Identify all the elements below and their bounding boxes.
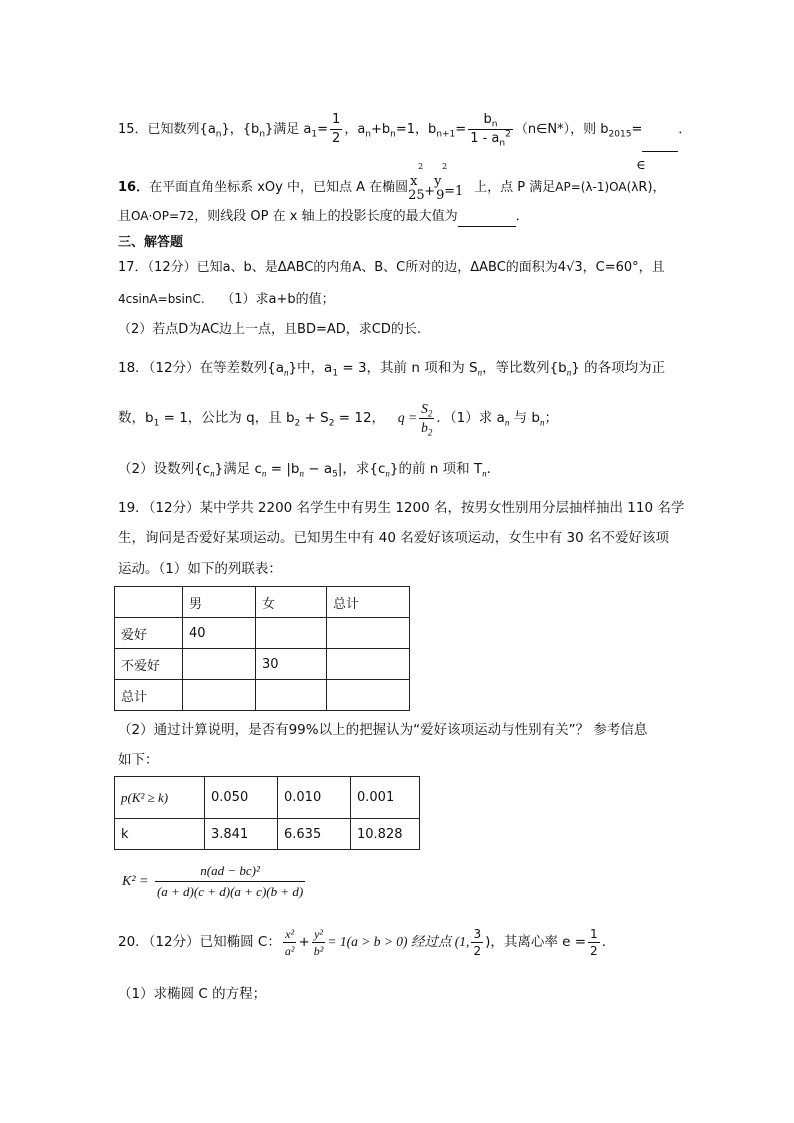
q17-line3: （2）若点D为AC边上一点，且BD=AD，求CD的长. (118, 322, 421, 337)
q15-number: 15． (118, 122, 148, 137)
q19-line2: 生，询问是否爱好某项运动。已知男生中有 40 名爱好该项运动，女生中有 30 名不爱好该项 (118, 530, 670, 546)
table-row: k 3.841 6.635 10.828 (115, 819, 420, 850)
k-squared-formula: K² = $\frac{\text{n(ad − bc)²}}{(a + d)(c + d)(a + c)(b + d)}$ (122, 858, 307, 904)
y-over-b-fraction: $\frac{\text{y²}}{\text{b²}}$ (313, 926, 324, 958)
critical-value-table (114, 776, 420, 850)
q19-line4: （2）通过计算说明，是否有99%以上的把握认为“爱好该项运动与性别有关”？ 参考信息 (118, 722, 648, 738)
q16-line2: 且OA·OP=72，则线段 OP 在 x 轴上的投影长度的最大值为 ． (118, 206, 529, 227)
answer-blank (642, 135, 678, 152)
q20-line2: （1）求椭圆 C 的方程； (118, 986, 267, 1002)
q17-line2: 4csinA=bsinC. （1）求a+b的值； (118, 292, 335, 307)
q-fraction: $\frac{S_2}{b_2}$ (421, 400, 433, 438)
one-half-fraction: $\frac{1}{2}$ (332, 112, 341, 146)
q17-line1: 17．（12分）已知a、b、是ΔABC的内角A、B、C所对的边，ΔABC的面积为4√3，C=60°，且 (118, 260, 665, 275)
contingency-table (114, 586, 410, 711)
q18-line2: 数，$b_1 = 1$，公比为 q，且 $b_2 + S_2 = 12$， q = $\frac{S_2}{b_2}$ ．（1）求 $a_n$ 与 $b_n$； (118, 400, 558, 438)
k-squared-fraction: $\frac{\text{n(ad − bc)²}}{(a + d)(c + d)(a + c)(b + d)}$ (156, 862, 304, 899)
table-row: 男 女 总计 (115, 587, 410, 618)
table-row: 总计 (115, 680, 410, 711)
q18-line3: （2）设数列$\{c_n\}$满足 $c_n = |b_n - a_5|$，求$\{c_n\}$的前 n 项和 $T_n$． (118, 461, 501, 480)
q19-line5: 如下： (118, 752, 159, 768)
answer-blank (458, 210, 516, 227)
one-half-fraction: $\frac{1}{2}$ (590, 926, 598, 958)
section-heading: 三、解答题 (118, 235, 184, 250)
q18-line1: 18．（12分）在等差数列$\{a_n\}$中，$a_1 = 3$，其前 n 项和为 $S_n$，等比数列$\{b_n\}$ 的各项均为正 (118, 360, 666, 379)
three-halves-fraction: $\frac{3}{2}$ (473, 926, 482, 958)
table-row: 不爱好 30 (115, 649, 410, 680)
q19-line3: 运动。（1）如下的列联表： (118, 561, 282, 577)
q19-line1: 19．（12分）某中学共 2200 名学生中有男生 1200 名，按男女性别用分层抽样抽出 110 名学 (118, 500, 685, 516)
q15-line: 15．已知数列$\{a_n\}$，$\{b_n\}$满足 $a_1=$ $\frac{1}{2}$ ，$a_n+b_n=1$，$b_{n+1}=$ $\frac{b_n}{1 - a_n^2}$ （n∈N*），则 $b_{2015}=$ ． (118, 108, 691, 152)
element-of-symbol: ∈ (636, 158, 646, 173)
table-row: 爱好 40 (115, 618, 410, 649)
table-row: p(K² ≥ k) 0.050 0.010 0.001 (115, 777, 420, 819)
ellipse-equation: x 2 y 2 25 + 9 =1 (408, 161, 464, 203)
q20-line1: 20．（12分）已知椭圆 C： $\frac{\text{x²}}{\text{a²}}$ + $\frac{\text{y²}}{\text{b²}}$ = 1(a > b > 0) 经过点 (1, $\frac{3}{2}$ )，其离心率 e = $\frac{1}{2}$ ． (118, 926, 616, 958)
q16-line1: 16．在平面直角坐标系 xOy 中，已知点 A 在椭圆 x 2 y 2 25 + 9 =1 上，点 P 满足AP=(λ-1)OA(λR)， (118, 161, 666, 203)
recurrence-fraction: $\frac{b_n}{1 - a_n^2}$ (470, 112, 511, 149)
x-over-a-fraction: $\frac{\text{x²}}{\text{a²}}$ (284, 926, 295, 958)
